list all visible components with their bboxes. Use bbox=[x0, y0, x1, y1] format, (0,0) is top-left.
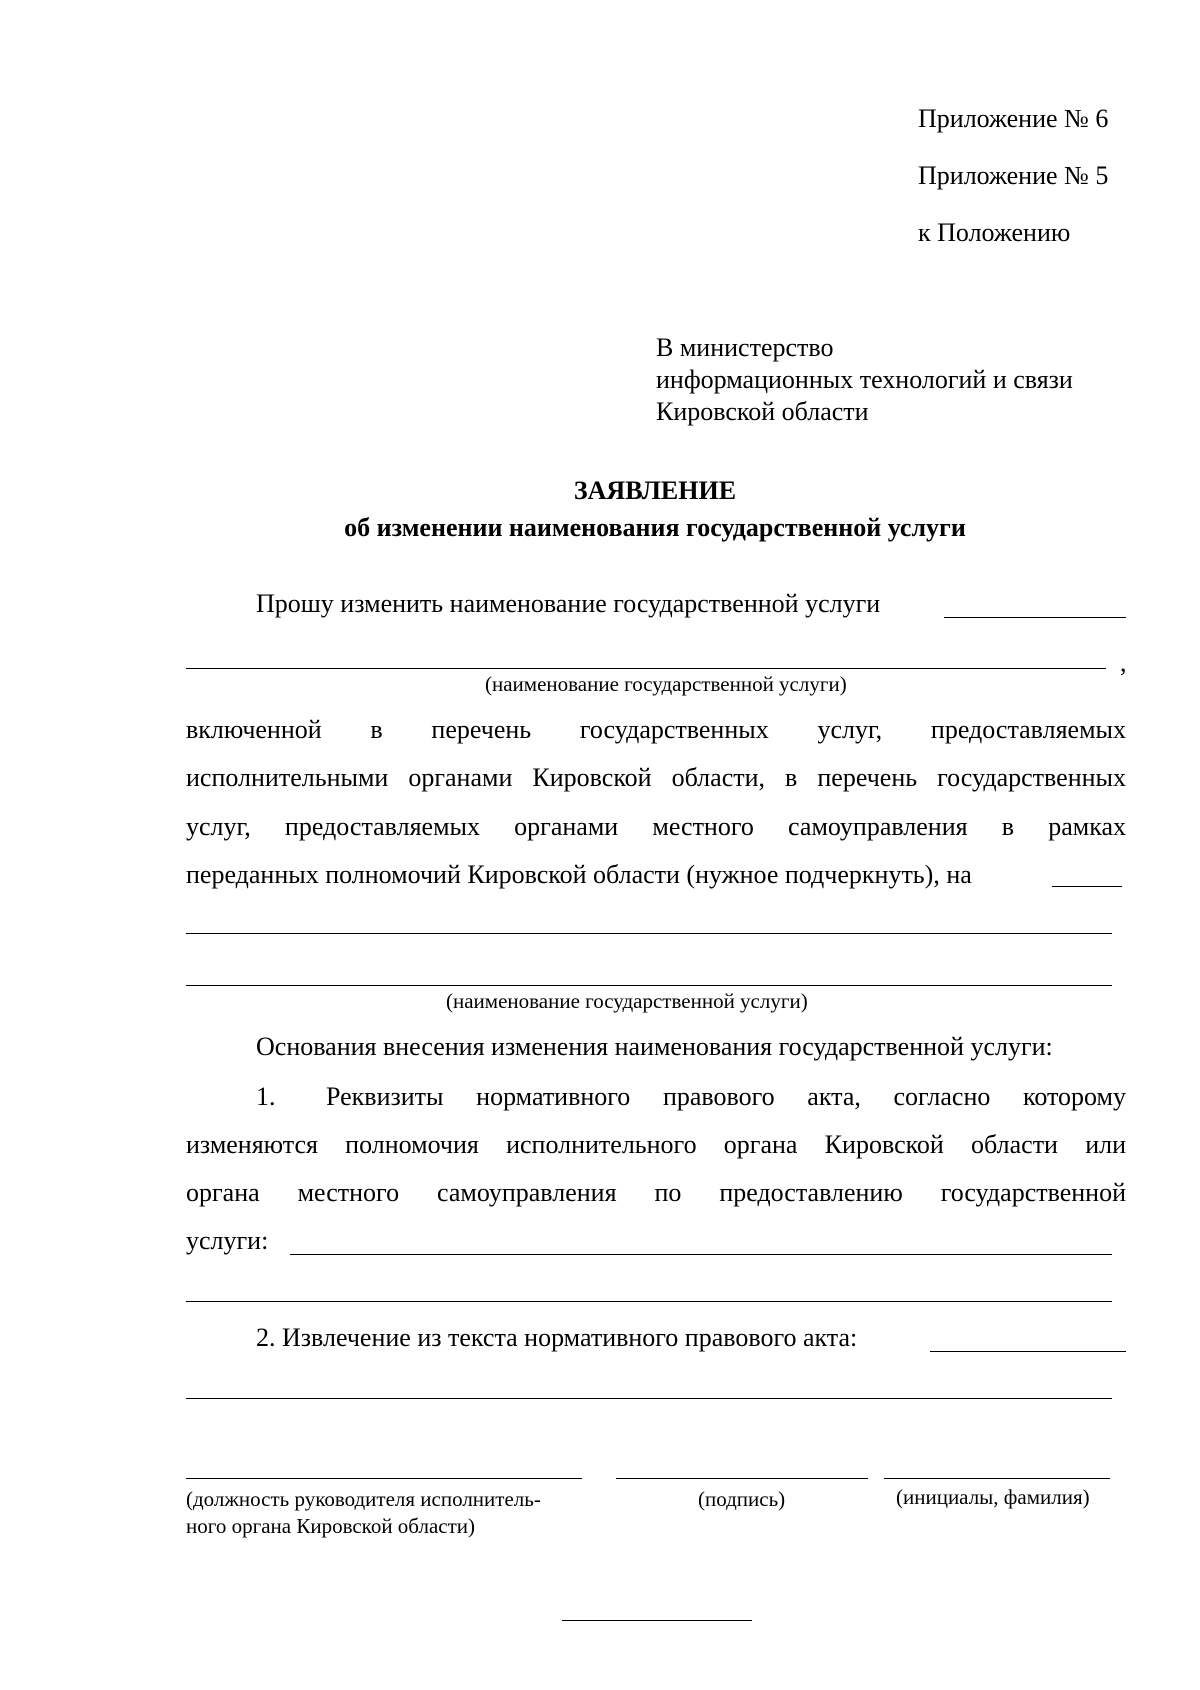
position-blank[interactable] bbox=[186, 1478, 582, 1479]
addressee-line-1: В министерство bbox=[656, 333, 834, 362]
paragraph-line-4: переданных полномочий Кировской области (нужное подчеркнуть), на bbox=[186, 860, 972, 889]
comma-mark: , bbox=[1120, 648, 1127, 677]
paragraph-line-3: услуг, предоставляемых органами местного самоуправления в рамках bbox=[186, 812, 1126, 841]
request-line: Прошу изменить наименование государственной услуги bbox=[256, 589, 881, 618]
new-name-blank-inline[interactable] bbox=[1052, 886, 1122, 887]
name-caption: (инициалы, фамилия) bbox=[896, 1485, 1090, 1509]
legal-act-details-blank-1[interactable] bbox=[290, 1254, 1112, 1255]
service-name-caption: (наименование государственной услуги) bbox=[485, 672, 847, 696]
service-name-blank-2[interactable] bbox=[186, 668, 1106, 669]
item-1-line-2: изменяются полномочия исполнительного органа Кировской области или bbox=[186, 1130, 1126, 1159]
to-regulation-label: к Положению bbox=[918, 218, 1071, 247]
position-caption-line-1: (должность руководителя исполнитель- bbox=[186, 1487, 541, 1511]
legal-act-details-blank-2[interactable] bbox=[186, 1301, 1112, 1302]
item-2-label: 2. Извлечение из текста нормативного правового акта: bbox=[256, 1323, 858, 1352]
service-name-blank-1[interactable] bbox=[944, 617, 1126, 618]
document-title: ЗАЯВЛЕНИЕ bbox=[573, 476, 737, 505]
extract-blank-1[interactable] bbox=[930, 1351, 1126, 1352]
item-1-line-3: органа местного самоуправления по предоставлению государственной bbox=[186, 1178, 1126, 1207]
new-name-blank-1[interactable] bbox=[186, 933, 1112, 934]
item-1-line-4: услуги: bbox=[186, 1226, 269, 1255]
position-caption-line-2: ного органа Кировской области) bbox=[186, 1514, 475, 1538]
new-service-name-caption: (наименование государственной услуги) bbox=[446, 989, 808, 1013]
document-subtitle: об изменении наименования государственной услуги bbox=[344, 513, 966, 542]
item-1-line-1: Реквизиты нормативного правового акта, согласно которому bbox=[326, 1082, 1126, 1111]
new-name-blank-2[interactable] bbox=[186, 985, 1112, 986]
signature-caption: (подпись) bbox=[698, 1487, 786, 1511]
extract-blank-2[interactable] bbox=[186, 1398, 1112, 1399]
paragraph-line-2: исполнительными органами Кировской области, в перечень государственных bbox=[186, 763, 1126, 792]
appendix-5-label: Приложение № 5 bbox=[918, 161, 1109, 190]
addressee-line-2: информационных технологий и связи bbox=[656, 365, 1073, 394]
appendix-6-label: Приложение № 6 bbox=[918, 104, 1109, 133]
paragraph-line-1: включенной в перечень государственных услуг, предоставляемых bbox=[186, 715, 1126, 744]
addressee-line-3: Кировской области bbox=[656, 397, 869, 426]
name-blank[interactable] bbox=[884, 1478, 1110, 1479]
grounds-heading: Основания внесения изменения наименования государственной услуги: bbox=[256, 1032, 1053, 1061]
closing-separator bbox=[562, 1620, 752, 1621]
item-1-number: 1. bbox=[256, 1082, 276, 1111]
signature-blank[interactable] bbox=[616, 1478, 868, 1479]
